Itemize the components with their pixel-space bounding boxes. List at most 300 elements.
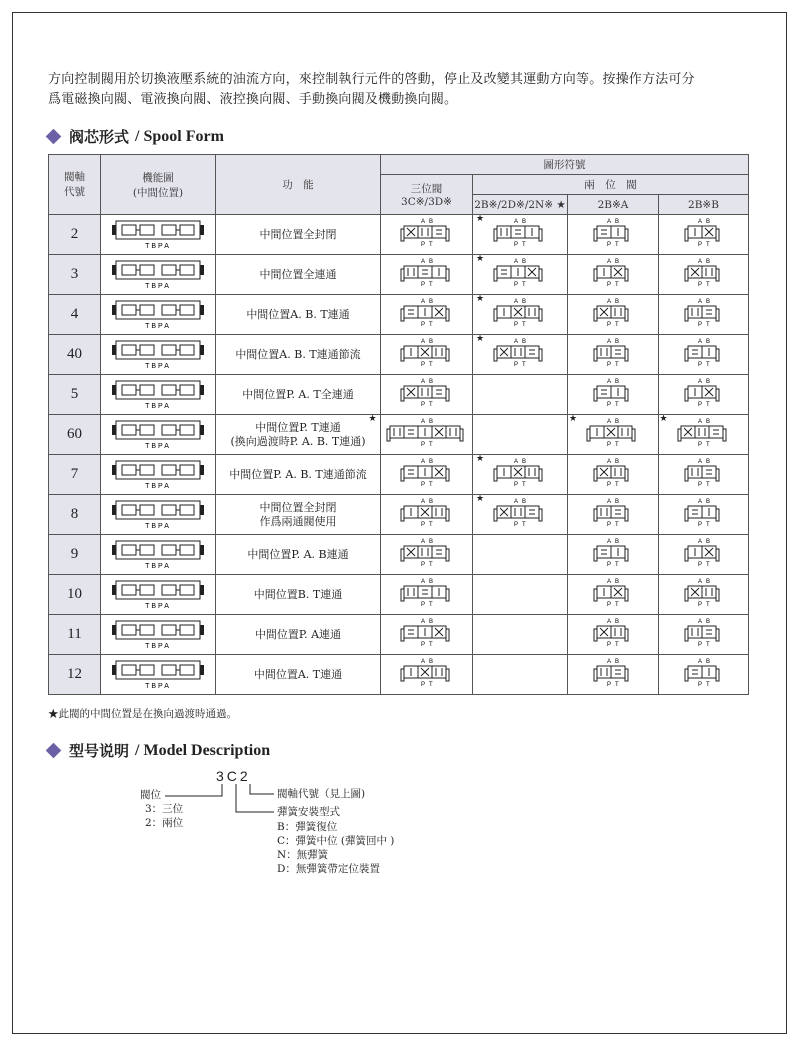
svg-text:P: P bbox=[514, 322, 519, 328]
spool-form-table bbox=[48, 154, 749, 695]
svg-text:A: A bbox=[697, 299, 702, 305]
svg-text:B: B bbox=[428, 379, 433, 385]
valve-symbol-icon bbox=[592, 297, 634, 329]
valve-symbol-icon bbox=[399, 617, 455, 649]
symbol-three-pos bbox=[381, 615, 473, 655]
spool-function: 中間位置A. T連通 bbox=[216, 655, 381, 695]
spool-diagram-icon bbox=[110, 537, 206, 569]
svg-text:P: P bbox=[514, 482, 519, 488]
svg-text:A: A bbox=[420, 619, 425, 625]
svg-text:B: B bbox=[615, 219, 620, 225]
tbpa-label: TBPA bbox=[145, 523, 171, 529]
symbol-three-pos bbox=[368, 414, 473, 455]
symbol-three-pos bbox=[381, 255, 473, 295]
svg-text:P: P bbox=[514, 522, 519, 528]
tbpa-label: TBPA bbox=[145, 443, 171, 449]
spool-table-body bbox=[49, 215, 749, 695]
svg-text:P: P bbox=[607, 602, 612, 608]
valve-symbol-icon bbox=[683, 377, 725, 409]
symbol-2bb bbox=[659, 375, 749, 415]
svg-text:P: P bbox=[607, 682, 612, 688]
svg-text:B: B bbox=[615, 299, 620, 305]
valve-symbol-icon bbox=[676, 417, 732, 449]
spool-title-en: / Spool Form bbox=[135, 127, 224, 145]
valve-symbol-icon bbox=[592, 217, 634, 249]
spool-diagram-icon bbox=[110, 337, 206, 369]
svg-text:A: A bbox=[607, 619, 612, 625]
spool-code: 7 bbox=[49, 455, 101, 495]
svg-text:T: T bbox=[428, 522, 433, 528]
svg-text:B: B bbox=[522, 499, 527, 505]
star-mark: ★ bbox=[476, 294, 485, 304]
svg-text:T: T bbox=[615, 482, 619, 488]
valve-symbol-icon bbox=[492, 257, 548, 289]
svg-text:A: A bbox=[514, 299, 519, 305]
svg-text:P: P bbox=[420, 362, 425, 368]
svg-text:A: A bbox=[697, 539, 702, 545]
svg-text:T: T bbox=[615, 522, 619, 528]
symbol-2ba bbox=[568, 455, 659, 495]
svg-text:A: A bbox=[420, 379, 425, 385]
model-section-title bbox=[48, 740, 270, 761]
spool-row bbox=[49, 415, 749, 455]
spool-function: 中間位置全封閉 作爲兩通閥使用 bbox=[216, 495, 381, 535]
model-spring-d: D：無彈簧帶定位裝置 bbox=[277, 863, 380, 875]
symbol-three-pos bbox=[381, 455, 473, 495]
spool-code: 40 bbox=[49, 335, 101, 375]
valve-symbol-icon bbox=[683, 297, 725, 329]
svg-text:P: P bbox=[607, 362, 612, 368]
symbol-three-pos bbox=[381, 575, 473, 615]
valve-symbol-icon bbox=[399, 577, 455, 609]
symbol-2bb bbox=[659, 455, 749, 495]
svg-text:P: P bbox=[697, 242, 702, 248]
svg-text:B: B bbox=[615, 659, 620, 665]
star-mark: ★ bbox=[476, 254, 485, 264]
tbpa-label: TBPA bbox=[145, 683, 171, 689]
symbol-2ba bbox=[568, 535, 659, 575]
svg-text:A: A bbox=[697, 499, 702, 505]
symbol-2b2d2n bbox=[473, 295, 568, 335]
valve-symbol-icon bbox=[399, 257, 455, 289]
symbol-2bb bbox=[659, 615, 749, 655]
svg-text:P: P bbox=[607, 522, 612, 528]
svg-text:P: P bbox=[607, 642, 612, 648]
svg-text:T: T bbox=[522, 282, 526, 288]
spool-row bbox=[49, 535, 749, 575]
svg-text:A: A bbox=[514, 339, 519, 345]
svg-text:T: T bbox=[428, 442, 433, 448]
spool-function: 中間位置P. A. B. T連通節流 bbox=[216, 455, 381, 495]
symbol-three-pos bbox=[381, 295, 473, 335]
svg-text:T: T bbox=[705, 362, 710, 368]
valve-symbol-icon bbox=[683, 657, 725, 689]
spool-diagram-icon bbox=[110, 217, 206, 249]
symbol-2ba bbox=[568, 495, 659, 535]
svg-text:B: B bbox=[428, 419, 433, 425]
star-mark: ★ bbox=[659, 414, 668, 424]
spool-diagram-cell bbox=[101, 375, 216, 415]
spool-diagram-icon bbox=[110, 417, 206, 449]
svg-text:A: A bbox=[607, 259, 612, 265]
svg-text:P: P bbox=[514, 362, 519, 368]
svg-text:B: B bbox=[615, 619, 620, 625]
spool-diagram-cell bbox=[101, 215, 216, 255]
svg-text:A: A bbox=[514, 219, 519, 225]
spool-diagram-cell bbox=[101, 415, 216, 455]
valve-symbol-icon bbox=[683, 337, 725, 369]
model-left-opt2: 2：兩位 bbox=[145, 817, 184, 829]
symbol-three-pos bbox=[381, 495, 473, 535]
svg-text:T: T bbox=[705, 682, 710, 688]
spool-function: 中間位置B. T連通 bbox=[216, 575, 381, 615]
svg-text:T: T bbox=[705, 322, 710, 328]
svg-text:T: T bbox=[615, 602, 619, 608]
svg-text:B: B bbox=[615, 579, 620, 585]
tbpa-label: TBPA bbox=[145, 483, 171, 489]
valve-symbol-icon bbox=[683, 617, 725, 649]
svg-text:A: A bbox=[420, 299, 425, 305]
symbol-2bb bbox=[659, 295, 749, 335]
spool-row bbox=[49, 655, 749, 695]
svg-text:P: P bbox=[697, 482, 702, 488]
symbol-2bb bbox=[659, 575, 749, 615]
svg-text:B: B bbox=[615, 259, 620, 265]
spool-function: 中間位置P. T連通 (換向過渡時P. A. B. T連通) bbox=[216, 415, 381, 455]
tbpa-label: TBPA bbox=[145, 643, 171, 649]
spool-function: 中間位置全封閉 bbox=[216, 215, 381, 255]
spool-function: 中間位置A. B. T連通 bbox=[216, 295, 381, 335]
header-col-2b2d2n: 2B※/2D※/2N※ ★ bbox=[473, 195, 568, 215]
spool-row bbox=[49, 575, 749, 615]
svg-text:T: T bbox=[615, 442, 619, 448]
star-mark: ★ bbox=[476, 214, 485, 224]
svg-text:B: B bbox=[705, 579, 710, 585]
svg-text:T: T bbox=[615, 682, 619, 688]
spool-diagram-icon bbox=[110, 497, 206, 529]
svg-text:T: T bbox=[428, 682, 433, 688]
spool-diagram-cell bbox=[101, 335, 216, 375]
svg-text:A: A bbox=[420, 499, 425, 505]
spool-section-title bbox=[48, 126, 224, 147]
svg-text:P: P bbox=[420, 522, 425, 528]
svg-text:A: A bbox=[607, 499, 612, 505]
svg-text:B: B bbox=[615, 419, 620, 425]
svg-text:P: P bbox=[607, 322, 612, 328]
valve-symbol-icon bbox=[492, 217, 548, 249]
svg-text:A: A bbox=[514, 499, 519, 505]
svg-text:A: A bbox=[697, 259, 702, 265]
valve-symbol-icon bbox=[492, 457, 548, 489]
tbpa-label: TBPA bbox=[145, 323, 171, 329]
svg-text:B: B bbox=[522, 299, 527, 305]
svg-text:T: T bbox=[705, 482, 710, 488]
svg-text:T: T bbox=[705, 242, 710, 248]
symbol-2ba bbox=[568, 415, 659, 455]
svg-text:T: T bbox=[615, 242, 619, 248]
spool-diagram-icon bbox=[110, 577, 206, 609]
svg-text:B: B bbox=[705, 459, 710, 465]
model-spring-n: N：無彈簧 bbox=[277, 849, 329, 861]
svg-text:A: A bbox=[697, 219, 702, 225]
svg-text:P: P bbox=[697, 322, 702, 328]
valve-symbol-icon bbox=[683, 457, 725, 489]
svg-text:P: P bbox=[420, 282, 425, 288]
svg-text:P: P bbox=[697, 442, 702, 448]
header-diagram: 機能圖 (中間位置) bbox=[101, 155, 216, 215]
svg-text:P: P bbox=[697, 602, 702, 608]
symbol-2ba bbox=[568, 615, 659, 655]
svg-text:T: T bbox=[428, 322, 433, 328]
star-mark: ★ bbox=[476, 454, 485, 464]
svg-text:T: T bbox=[705, 402, 710, 408]
valve-symbol-icon bbox=[592, 577, 634, 609]
symbol-2bb bbox=[659, 335, 749, 375]
svg-text:P: P bbox=[697, 642, 702, 648]
svg-text:P: P bbox=[607, 402, 612, 408]
tbpa-label: TBPA bbox=[145, 283, 171, 289]
spool-diagram-cell bbox=[101, 455, 216, 495]
valve-symbol-icon bbox=[683, 257, 725, 289]
symbol-2b2d2n-empty bbox=[473, 415, 568, 455]
svg-text:B: B bbox=[705, 499, 710, 505]
svg-text:P: P bbox=[697, 362, 702, 368]
svg-text:T: T bbox=[428, 402, 433, 408]
svg-text:A: A bbox=[697, 419, 702, 425]
intro-line-2: 爲電磁換向閥、電液換向閥、液控換向閥、手動換向閥及機動換向閥。 bbox=[48, 92, 458, 107]
spool-diagram-cell bbox=[101, 295, 216, 335]
symbol-2ba bbox=[568, 375, 659, 415]
svg-text:T: T bbox=[705, 522, 710, 528]
svg-text:P: P bbox=[697, 562, 702, 568]
valve-symbol-icon bbox=[492, 297, 548, 329]
svg-text:B: B bbox=[615, 499, 620, 505]
svg-text:P: P bbox=[420, 242, 425, 248]
svg-text:B: B bbox=[522, 339, 527, 345]
svg-text:B: B bbox=[705, 539, 710, 545]
valve-symbol-icon bbox=[399, 457, 455, 489]
header-two-pos: 兩 位 閥 bbox=[473, 175, 749, 195]
spool-code: 3 bbox=[49, 255, 101, 295]
svg-text:B: B bbox=[428, 459, 433, 465]
symbol-three-pos bbox=[381, 655, 473, 695]
spool-row bbox=[49, 495, 749, 535]
valve-symbol-icon bbox=[399, 657, 455, 689]
symbol-three-pos bbox=[381, 335, 473, 375]
model-spring-title: 彈簧安裝型式 bbox=[277, 806, 340, 818]
intro-line-1: 方向控制閥用於切換液壓系統的油流方向，來控制執行元件的啓動，停止及改變其運動方向等。按操作方法可分 bbox=[48, 72, 695, 87]
spool-row bbox=[49, 335, 749, 375]
svg-text:B: B bbox=[428, 579, 433, 585]
svg-text:A: A bbox=[697, 659, 702, 665]
symbol-2b2d2n-empty bbox=[473, 375, 568, 415]
svg-text:T: T bbox=[705, 642, 710, 648]
spool-diagram-cell bbox=[101, 535, 216, 575]
model-title-en: / Model Description bbox=[135, 741, 271, 759]
symbol-2b2d2n bbox=[473, 455, 568, 495]
model-spring-b: B：彈簧復位 bbox=[277, 821, 338, 833]
spool-code: 9 bbox=[49, 535, 101, 575]
spool-diagram-cell bbox=[101, 655, 216, 695]
spool-diagram-icon bbox=[110, 617, 206, 649]
spool-row bbox=[49, 255, 749, 295]
symbol-2bb bbox=[659, 215, 749, 255]
spool-diagram-cell bbox=[101, 255, 216, 295]
spool-diagram-cell bbox=[101, 615, 216, 655]
svg-text:B: B bbox=[705, 379, 710, 385]
svg-text:P: P bbox=[420, 602, 425, 608]
valve-symbol-icon bbox=[592, 457, 634, 489]
svg-text:B: B bbox=[615, 459, 620, 465]
svg-text:A: A bbox=[607, 379, 612, 385]
spool-code: 11 bbox=[49, 615, 101, 655]
svg-text:P: P bbox=[420, 442, 425, 448]
svg-text:B: B bbox=[522, 219, 527, 225]
spool-code: 12 bbox=[49, 655, 101, 695]
symbol-2ba bbox=[568, 215, 659, 255]
svg-text:A: A bbox=[607, 299, 612, 305]
svg-text:P: P bbox=[420, 562, 425, 568]
valve-symbol-icon bbox=[399, 377, 455, 409]
svg-text:B: B bbox=[615, 339, 620, 345]
svg-text:B: B bbox=[428, 339, 433, 345]
svg-text:A: A bbox=[607, 419, 612, 425]
svg-text:A: A bbox=[420, 459, 425, 465]
header-col-2bb: 2B※B bbox=[659, 195, 749, 215]
svg-text:B: B bbox=[615, 379, 620, 385]
svg-text:P: P bbox=[607, 482, 612, 488]
symbol-2bb bbox=[659, 255, 749, 295]
symbol-2b2d2n-empty bbox=[473, 575, 568, 615]
svg-text:T: T bbox=[615, 402, 619, 408]
symbol-three-pos bbox=[381, 375, 473, 415]
svg-text:B: B bbox=[428, 299, 433, 305]
svg-text:T: T bbox=[522, 362, 526, 368]
diamond-bullet-icon bbox=[46, 129, 62, 145]
spool-title-cn: 阀芯形式 bbox=[69, 128, 130, 146]
model-right-title: 閥軸代號（見上圖) bbox=[277, 788, 366, 800]
header-code: 閥軸代號 bbox=[49, 155, 101, 215]
svg-text:B: B bbox=[522, 459, 527, 465]
symbol-2ba bbox=[568, 655, 659, 695]
svg-text:T: T bbox=[522, 322, 526, 328]
valve-symbol-icon bbox=[585, 417, 641, 449]
symbol-2b2d2n bbox=[473, 255, 568, 295]
svg-text:P: P bbox=[697, 682, 702, 688]
star-mark: ★ bbox=[476, 494, 485, 504]
svg-text:A: A bbox=[607, 579, 612, 585]
spool-code: 60 bbox=[49, 415, 101, 455]
valve-symbol-icon bbox=[683, 497, 725, 529]
svg-text:B: B bbox=[615, 539, 620, 545]
spool-diagram-icon bbox=[110, 257, 206, 289]
intro-paragraph bbox=[48, 70, 758, 110]
symbol-2b2d2n-empty bbox=[473, 615, 568, 655]
svg-text:T: T bbox=[428, 282, 433, 288]
valve-symbol-icon bbox=[592, 657, 634, 689]
spool-diagram-icon bbox=[110, 297, 206, 329]
svg-text:A: A bbox=[420, 219, 425, 225]
svg-text:A: A bbox=[607, 459, 612, 465]
svg-text:A: A bbox=[607, 219, 612, 225]
svg-text:P: P bbox=[514, 242, 519, 248]
valve-symbol-icon bbox=[399, 297, 455, 329]
svg-text:A: A bbox=[514, 259, 519, 265]
symbol-2ba bbox=[568, 575, 659, 615]
svg-text:P: P bbox=[607, 282, 612, 288]
svg-text:P: P bbox=[607, 242, 612, 248]
svg-text:P: P bbox=[420, 682, 425, 688]
model-spring-c: C：彈簧中位 (彈簧回中 ) bbox=[277, 835, 395, 847]
header-three-pos: 三位閥 3C※/3D※ bbox=[381, 175, 473, 215]
svg-text:T: T bbox=[705, 442, 710, 448]
spool-code: 2 bbox=[49, 215, 101, 255]
spool-code: 10 bbox=[49, 575, 101, 615]
valve-symbol-icon bbox=[399, 497, 455, 529]
svg-text:T: T bbox=[705, 282, 710, 288]
svg-text:B: B bbox=[428, 219, 433, 225]
header-col-2ba: 2B※A bbox=[568, 195, 659, 215]
spool-code: 5 bbox=[49, 375, 101, 415]
svg-text:P: P bbox=[607, 442, 612, 448]
svg-text:B: B bbox=[428, 539, 433, 545]
symbol-2b2d2n-empty bbox=[473, 655, 568, 695]
valve-symbol-icon bbox=[683, 537, 725, 569]
model-left-title: 閥位 bbox=[140, 789, 161, 801]
spool-function: 中間位置P. A. B連通 bbox=[216, 535, 381, 575]
header-symbols: 圖形符號 bbox=[381, 155, 749, 175]
valve-symbol-icon bbox=[399, 337, 455, 369]
symbol-2bb bbox=[659, 655, 749, 695]
footnote: ★此閥的中間位置是在換向過渡時通過。 bbox=[48, 708, 237, 720]
star-mark: ★ bbox=[368, 414, 377, 424]
tbpa-label: TBPA bbox=[145, 603, 171, 609]
valve-symbol-icon bbox=[492, 337, 548, 369]
symbol-2bb bbox=[659, 415, 749, 455]
svg-text:P: P bbox=[514, 282, 519, 288]
svg-text:B: B bbox=[705, 339, 710, 345]
valve-symbol-icon bbox=[492, 497, 548, 529]
svg-text:P: P bbox=[420, 322, 425, 328]
star-mark: ★ bbox=[569, 414, 578, 424]
spool-diagram-icon bbox=[110, 457, 206, 489]
tbpa-label: TBPA bbox=[145, 243, 171, 249]
symbol-2ba bbox=[568, 335, 659, 375]
svg-text:A: A bbox=[420, 259, 425, 265]
spool-diagram-cell bbox=[101, 495, 216, 535]
svg-text:B: B bbox=[705, 659, 710, 665]
svg-text:P: P bbox=[697, 522, 702, 528]
svg-text:B: B bbox=[705, 419, 710, 425]
svg-text:P: P bbox=[607, 562, 612, 568]
svg-text:A: A bbox=[697, 339, 702, 345]
symbol-2b2d2n bbox=[473, 335, 568, 375]
svg-text:A: A bbox=[420, 579, 425, 585]
model-title-cn: 型号说明 bbox=[69, 742, 130, 760]
svg-text:T: T bbox=[428, 602, 433, 608]
spool-row bbox=[49, 375, 749, 415]
svg-text:T: T bbox=[615, 562, 619, 568]
svg-text:B: B bbox=[705, 299, 710, 305]
valve-symbol-icon bbox=[592, 617, 634, 649]
valve-symbol-icon bbox=[592, 377, 634, 409]
svg-text:A: A bbox=[697, 579, 702, 585]
spool-row bbox=[49, 615, 749, 655]
spool-row bbox=[49, 295, 749, 335]
svg-text:T: T bbox=[428, 362, 433, 368]
svg-text:B: B bbox=[428, 259, 433, 265]
valve-symbol-icon bbox=[683, 217, 725, 249]
